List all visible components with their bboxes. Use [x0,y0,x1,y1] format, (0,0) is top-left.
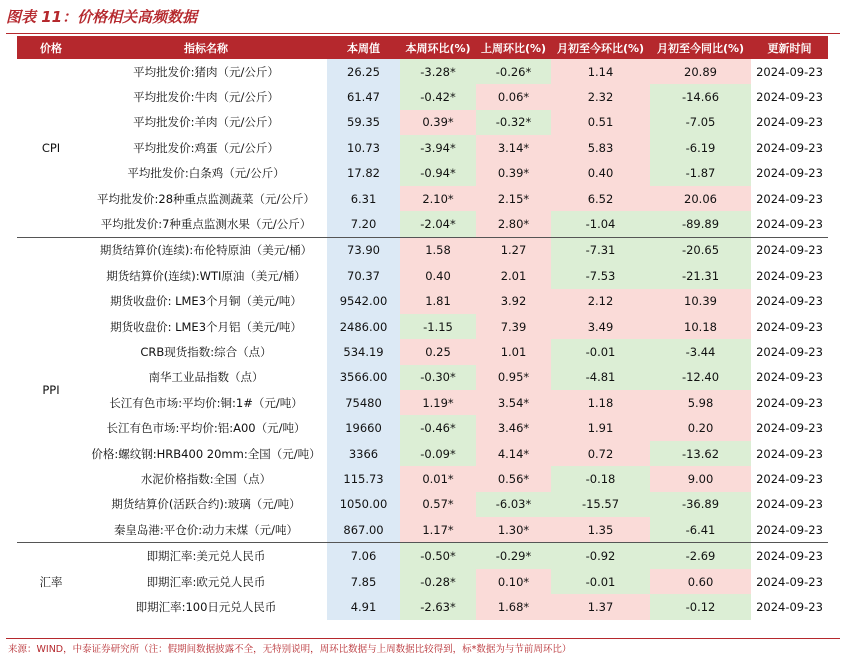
update-time: 2024-09-23 [751,339,828,364]
table-row [17,59,828,84]
mtd-yoy: -14.66 [650,84,751,109]
current-value: 1050.00 [327,492,400,517]
prev-wow-change: 0.95* [476,365,551,390]
table-header-row [17,36,828,59]
mtd-yoy: -7.05 [650,110,751,135]
current-value: 17.82 [327,161,400,186]
mtd-yoy: -3.44 [650,339,751,364]
prev-wow-change: -0.26* [476,59,551,84]
indicator-name: 平均批发价:牛肉（元/公斤） [133,90,279,105]
current-value: 867.00 [327,517,400,543]
mtd-yoy: -89.89 [650,211,751,237]
indicator-name: 平均批发价:猪肉（元/公斤） [133,64,279,79]
indicator-name: 价格:螺纹钢:HRB400 20mm:全国（元/吨） [91,446,321,461]
indicator-name: 平均批发价:7种重点监测水果（元/公斤） [100,217,312,232]
update-time: 2024-09-23 [751,135,828,160]
header-updated: 更新时间 [751,36,828,59]
table-row [17,466,828,491]
indicator-name: 即期汇率:100日元兑人民币 [135,599,277,614]
prev-wow-change: 0.56* [476,466,551,491]
update-time: 2024-09-23 [751,211,828,237]
mtd-yoy: 5.98 [650,390,751,415]
update-time: 2024-09-23 [751,263,828,288]
wow-change: 0.40 [400,263,476,288]
wow-change: -0.09* [400,441,476,466]
wow-change: 1.58 [400,237,476,263]
wow-change: -1.15 [400,314,476,339]
current-value: 75480 [327,390,400,415]
table-row [17,569,828,594]
update-time: 2024-09-23 [751,517,828,543]
wow-change: 0.39* [400,110,476,135]
header-mtd-yoy: 月初至今同比(%) [650,36,751,59]
mtd-change: 3.49 [551,314,650,339]
table-row [17,263,828,288]
current-value: 73.90 [327,237,400,263]
table-row [17,289,828,314]
table-row [17,415,828,440]
table-row [17,339,828,364]
prev-wow-change: -0.29* [476,543,551,569]
mtd-change: -0.18 [551,466,650,491]
header-wow: 本周环比(%) [400,36,476,59]
indicator-name: 即期汇率:美元兑人民币 [85,543,327,569]
wow-change: -0.42* [400,84,476,109]
update-time: 2024-09-23 [751,441,828,466]
mtd-change: -0.01 [551,339,650,364]
header-prev-wow: 上周环比(%) [476,36,551,59]
prev-wow-change: 1.30* [476,517,551,543]
mtd-change: 6.52 [551,186,650,211]
current-value: 19660 [327,415,400,440]
header-current: 本周值 [327,36,400,59]
mtd-change: 1.18 [551,390,650,415]
indicator-name: 平均批发价:羊肉（元/公斤） [133,115,279,130]
mtd-yoy: 10.39 [650,289,751,314]
current-value: 2486.00 [327,314,400,339]
page-title: 图表 11：价格相关高频数据 [6,8,198,26]
category-cell: CPI [41,140,61,155]
prev-wow-change: 1.27 [476,237,551,263]
table-row [17,492,828,517]
prev-wow-change: 0.39* [476,161,551,186]
wow-change: 1.19* [400,390,476,415]
table-row [17,594,828,619]
update-time: 2024-09-23 [751,84,828,109]
current-value: 59.35 [327,110,400,135]
mtd-yoy: -36.89 [650,492,751,517]
indicator-name: 长江有色市场:平均价:铝:A00（元/吨） [106,421,306,436]
prev-wow-change: 2.01 [476,263,551,288]
wow-change: -2.63* [400,594,476,619]
indicator-name: 南华工业品指数（点） [148,370,264,385]
mtd-change: 2.32 [551,84,650,109]
update-time: 2024-09-23 [751,110,828,135]
current-value: 115.73 [327,466,400,491]
current-value: 10.73 [327,135,400,160]
mtd-change: 0.40 [551,161,650,186]
table-row [17,314,828,339]
current-value: 26.25 [327,59,400,84]
table-row [17,211,828,237]
mtd-yoy: 10.18 [650,314,751,339]
mtd-change: -7.31 [551,237,650,263]
mtd-change: 0.51 [551,110,650,135]
mtd-yoy: -12.40 [650,365,751,390]
update-time: 2024-09-23 [751,390,828,415]
prev-wow-change: 0.10* [476,569,551,594]
wow-change: -0.46* [400,415,476,440]
header-mtd-change: 月初至今环比(%) [551,36,650,59]
prev-wow-change: -6.03* [476,492,551,517]
table-row [17,365,828,390]
footer-divider [6,638,840,639]
wow-change: -0.30* [400,365,476,390]
update-time: 2024-09-23 [751,466,828,491]
current-value: 70.37 [327,263,400,288]
mtd-yoy: -20.65 [650,237,751,263]
mtd-change: -0.01 [551,569,650,594]
indicator-name: 长江有色市场:平均价:铜:1#（元/吨） [109,395,303,410]
mtd-yoy: -21.31 [650,263,751,288]
current-value: 61.47 [327,84,400,109]
update-time: 2024-09-23 [751,415,828,440]
mtd-yoy: 0.60 [650,569,751,594]
wow-change: -0.50* [400,543,476,569]
mtd-yoy: 20.89 [650,59,751,84]
table-row [17,543,828,569]
table-row [17,161,828,186]
prev-wow-change: 1.68* [476,594,551,619]
indicator-name: 水泥价格指数:全国（点） [140,471,272,486]
prev-wow-change: 2.15* [476,186,551,211]
wow-change: 0.01* [400,466,476,491]
current-value: 3366 [327,441,400,466]
mtd-change: 5.83 [551,135,650,160]
table-row [17,186,828,211]
update-time: 2024-09-23 [751,314,828,339]
category-cell: PPI [17,237,85,543]
update-time: 2024-09-23 [751,237,828,263]
update-time: 2024-09-23 [751,365,828,390]
wow-change: 2.10* [400,186,476,211]
table-row [17,110,828,135]
current-value: 4.91 [327,594,400,619]
price-data-table [17,36,828,620]
mtd-change: 1.35 [551,517,650,543]
current-value: 534.19 [327,339,400,364]
table-row [17,135,828,160]
wow-change: 1.17* [400,517,476,543]
update-time: 2024-09-23 [751,569,828,594]
update-time: 2024-09-23 [751,543,828,569]
wow-change: -0.94* [400,161,476,186]
indicator-name: 即期汇率:欧元兑人民币 [146,574,266,589]
table-row [17,517,828,543]
wow-change: -2.04* [400,211,476,237]
table-row [17,237,828,263]
header-category: 价格 [17,36,85,59]
indicator-name: 平均批发价:白条鸡（元/公斤） [127,166,285,181]
mtd-yoy: -2.69 [650,543,751,569]
mtd-change: -0.92 [551,543,650,569]
prev-wow-change: -0.32* [476,110,551,135]
indicator-name: 秦皇岛港:平仓价:动力末煤（元/吨） [113,522,299,537]
prev-wow-change: 1.01 [476,339,551,364]
prev-wow-change: 0.06* [476,84,551,109]
mtd-change: 0.72 [551,441,650,466]
indicator-name: 期货结算价(连续):WTI原油（美元/桶） [106,268,306,283]
mtd-yoy: -6.41 [650,517,751,543]
mtd-change: -15.57 [551,492,650,517]
current-value: 7.06 [327,543,400,569]
mtd-change: -1.04 [551,211,650,237]
mtd-yoy: -0.12 [650,594,751,619]
current-value: 6.31 [327,186,400,211]
mtd-yoy: 20.06 [650,186,751,211]
indicator-name: 期货收盘价: LME3个月铜（美元/吨） [110,294,302,309]
prev-wow-change: 3.92 [476,289,551,314]
table-row [17,441,828,466]
update-time: 2024-09-23 [751,59,828,84]
prev-wow-change: 3.14* [476,135,551,160]
current-value: 3566.00 [327,365,400,390]
mtd-change: 1.91 [551,415,650,440]
category-cell: 汇率 [17,543,85,620]
mtd-yoy: -1.87 [650,161,751,186]
current-value: 7.85 [327,569,400,594]
mtd-change: 1.37 [551,594,650,619]
source-note: 来源：WIND，中泰证券研究所（注：假期间数据披露不全，无特别说明，周环比数据与上周数据比较得到，标*数据为与节前周环比） [8,644,572,655]
table-row [17,84,828,109]
mtd-change: 1.14 [551,59,650,84]
current-value: 7.20 [327,211,400,237]
indicator-name: 期货结算价(连续):布伦特原油（美元/桶） [85,237,327,263]
wow-change: -0.28* [400,569,476,594]
header-indicator: 指标名称 [85,36,327,59]
prev-wow-change: 3.46* [476,415,551,440]
prev-wow-change: 4.14* [476,441,551,466]
table-row [17,390,828,415]
prev-wow-change: 3.54* [476,390,551,415]
prev-wow-change: 2.80* [476,211,551,237]
wow-change: 0.25 [400,339,476,364]
update-time: 2024-09-23 [751,492,828,517]
wow-change: -3.28* [400,59,476,84]
indicator-name: 期货收盘价: LME3个月铝（美元/吨） [110,319,302,334]
update-time: 2024-09-23 [751,161,828,186]
indicator-name: 平均批发价:28种重点监测蔬菜（元/公斤） [97,191,315,206]
mtd-yoy: 0.20 [650,415,751,440]
mtd-yoy: 9.00 [650,466,751,491]
mtd-yoy: -13.62 [650,441,751,466]
update-time: 2024-09-23 [751,186,828,211]
indicator-name: CRB现货指数:综合（点） [140,344,272,359]
mtd-change: -4.81 [551,365,650,390]
mtd-yoy: -6.19 [650,135,751,160]
wow-change: -3.94* [400,135,476,160]
update-time: 2024-09-23 [751,289,828,314]
update-time: 2024-09-23 [751,594,828,619]
title-divider [6,33,840,34]
mtd-change: -7.53 [551,263,650,288]
mtd-change: 2.12 [551,289,650,314]
wow-change: 1.81 [400,289,476,314]
prev-wow-change: 7.39 [476,314,551,339]
indicator-name: 期货结算价(活跃合约):玻璃（元/吨） [111,497,301,512]
wow-change: 0.57* [400,492,476,517]
current-value: 9542.00 [327,289,400,314]
indicator-name: 平均批发价:鸡蛋（元/公斤） [133,140,279,155]
